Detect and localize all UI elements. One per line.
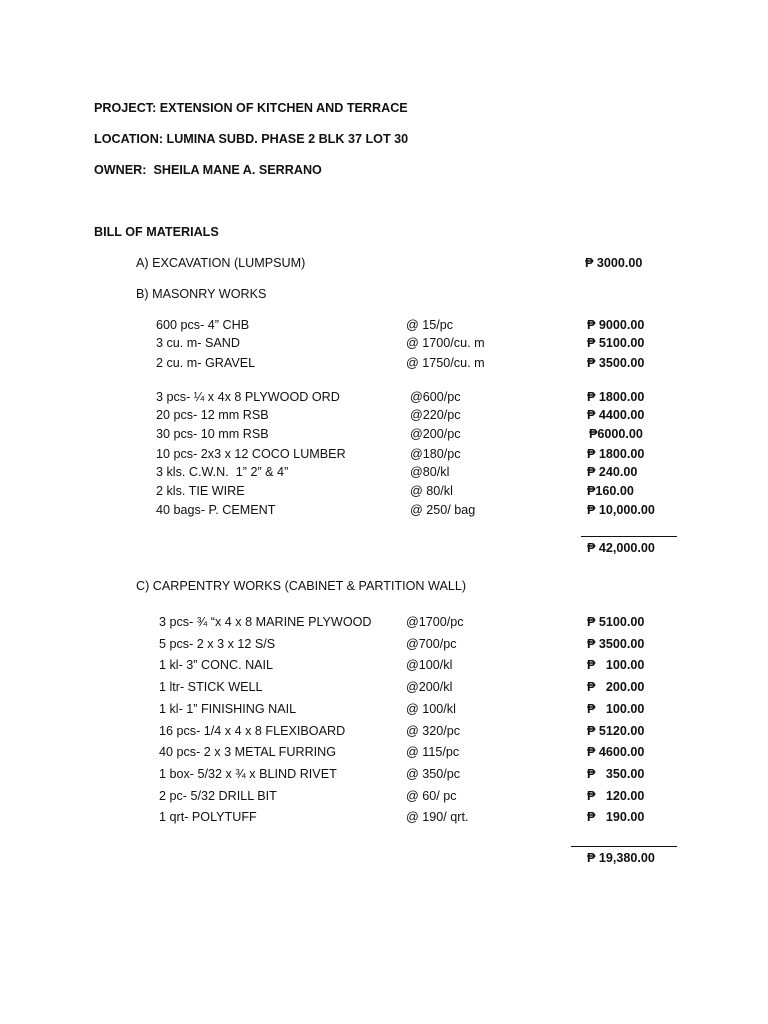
line-rate: @180/pc xyxy=(410,447,461,461)
section-c-label: C) CARPENTRY WORKS (CABINET & PARTITION WALL) xyxy=(136,579,467,593)
location-line: LOCATION: LUMINA SUBD. PHASE 2 BLK 37 LOT 30 xyxy=(94,132,409,146)
line-amount: ₱ 1800.00 xyxy=(587,447,645,461)
line-rate: @80/kl xyxy=(410,465,450,479)
line-rate: @600/pc xyxy=(410,390,461,404)
line-amount: ₱ 100.00 xyxy=(587,658,645,672)
line-rate: @ 350/pc xyxy=(406,767,461,781)
subtotal-rule xyxy=(571,846,677,847)
line-amount: ₱ 5100.00 xyxy=(587,615,645,629)
line-amount: ₱ 9000.00 xyxy=(587,318,645,332)
line-item: 30 pcs- 10 mm RSB xyxy=(156,427,269,441)
line-item: 3 kls. C.W.N. 1” 2” & 4” xyxy=(156,465,289,479)
masonry-total: ₱ 42,000.00 xyxy=(587,541,655,555)
line-item: 5 pcs- 2 x 3 x 12 S/S xyxy=(159,637,276,651)
line-amount: ₱ 350.00 xyxy=(587,767,645,781)
line-item: 600 pcs- 4” CHB xyxy=(156,318,250,332)
owner-line: OWNER: SHEILA MANE A. SERRANO xyxy=(94,163,322,177)
section-b-label: B) MASONRY WORKS xyxy=(136,287,267,301)
line-item: 1 box- 5/32 x ¾ x BLIND RIVET xyxy=(159,767,337,781)
line-rate: @ 320/pc xyxy=(406,724,461,738)
line-rate: @200/kl xyxy=(406,680,453,694)
line-rate: @ 115/pc xyxy=(406,745,460,759)
line-item: 40 bags- P. CEMENT xyxy=(156,503,276,517)
line-rate: @1700/pc xyxy=(406,615,464,629)
line-rate: @100/kl xyxy=(406,658,453,672)
line-item: 40 pcs- 2 x 3 METAL FURRING xyxy=(159,745,337,759)
line-item: 1 qrt- POLYTUFF xyxy=(159,810,257,824)
line-amount: ₱ 3500.00 xyxy=(587,356,645,370)
line-item: 3 cu. m- SAND xyxy=(156,336,240,350)
line-item: 3 pcs- ¾ “x 4 x 8 MARINE PLYWOOD xyxy=(159,615,372,629)
line-amount: ₱ 3500.00 xyxy=(587,637,645,651)
line-rate: @ 1750/cu. m xyxy=(406,356,485,370)
section-a-label: A) EXCAVATION (LUMPSUM) xyxy=(136,256,306,270)
line-item: 1 kl- 1” FINISHING NAIL xyxy=(159,702,297,716)
line-rate: @ 250/ bag xyxy=(410,503,476,517)
line-rate: @200/pc xyxy=(410,427,461,441)
line-item: 1 kl- 3” CONC. NAIL xyxy=(159,658,274,672)
line-item: 1 ltr- STICK WELL xyxy=(159,680,263,694)
line-rate: @220/pc xyxy=(410,408,461,422)
subtotal-rule xyxy=(581,536,677,537)
line-item: 3 pcs- ¼ x 4x 8 PLYWOOD ORD xyxy=(156,390,340,404)
line-amount: ₱ 190.00 xyxy=(587,810,645,824)
line-item: 2 kls. TIE WIRE xyxy=(156,484,245,498)
carpentry-total: ₱ 19,380.00 xyxy=(587,851,655,865)
bill-title: BILL OF MATERIALS xyxy=(94,225,219,239)
line-rate: @ 1700/cu. m xyxy=(406,336,485,350)
line-item: 2 pc- 5/32 DRILL BIT xyxy=(159,789,277,803)
line-rate: @ 100/kl xyxy=(406,702,456,716)
line-item: 20 pcs- 12 mm RSB xyxy=(156,408,269,422)
line-rate: @ 190/ qrt. xyxy=(406,810,469,824)
line-item: 16 pcs- 1/4 x 4 x 8 FLEXIBOARD xyxy=(159,724,346,738)
line-rate: @700/pc xyxy=(406,637,457,651)
section-a-amount: ₱ 3000.00 xyxy=(585,256,643,270)
line-amount: ₱ 5100.00 xyxy=(587,336,645,350)
line-amount: ₱ 4600.00 xyxy=(587,745,645,759)
line-amount: ₱ 1800.00 xyxy=(587,390,645,404)
line-amount: ₱6000.00 xyxy=(589,427,643,441)
line-amount: ₱ 100.00 xyxy=(587,702,645,716)
line-amount: ₱160.00 xyxy=(587,484,634,498)
line-amount: ₱ 10,000.00 xyxy=(587,503,655,517)
line-amount: ₱ 240.00 xyxy=(587,465,638,479)
line-item: 10 pcs- 2x3 x 12 COCO LUMBER xyxy=(156,447,346,461)
line-rate: @ 15/pc xyxy=(406,318,454,332)
line-rate: @ 80/kl xyxy=(410,484,453,498)
line-amount: ₱ 5120.00 xyxy=(587,724,645,738)
line-rate: @ 60/ pc xyxy=(406,789,457,803)
project-line: PROJECT: EXTENSION OF KITCHEN AND TERRACE xyxy=(94,101,408,115)
line-amount: ₱ 200.00 xyxy=(587,680,645,694)
line-amount: ₱ 120.00 xyxy=(587,789,645,803)
line-amount: ₱ 4400.00 xyxy=(587,408,645,422)
line-item: 2 cu. m- GRAVEL xyxy=(156,356,256,370)
